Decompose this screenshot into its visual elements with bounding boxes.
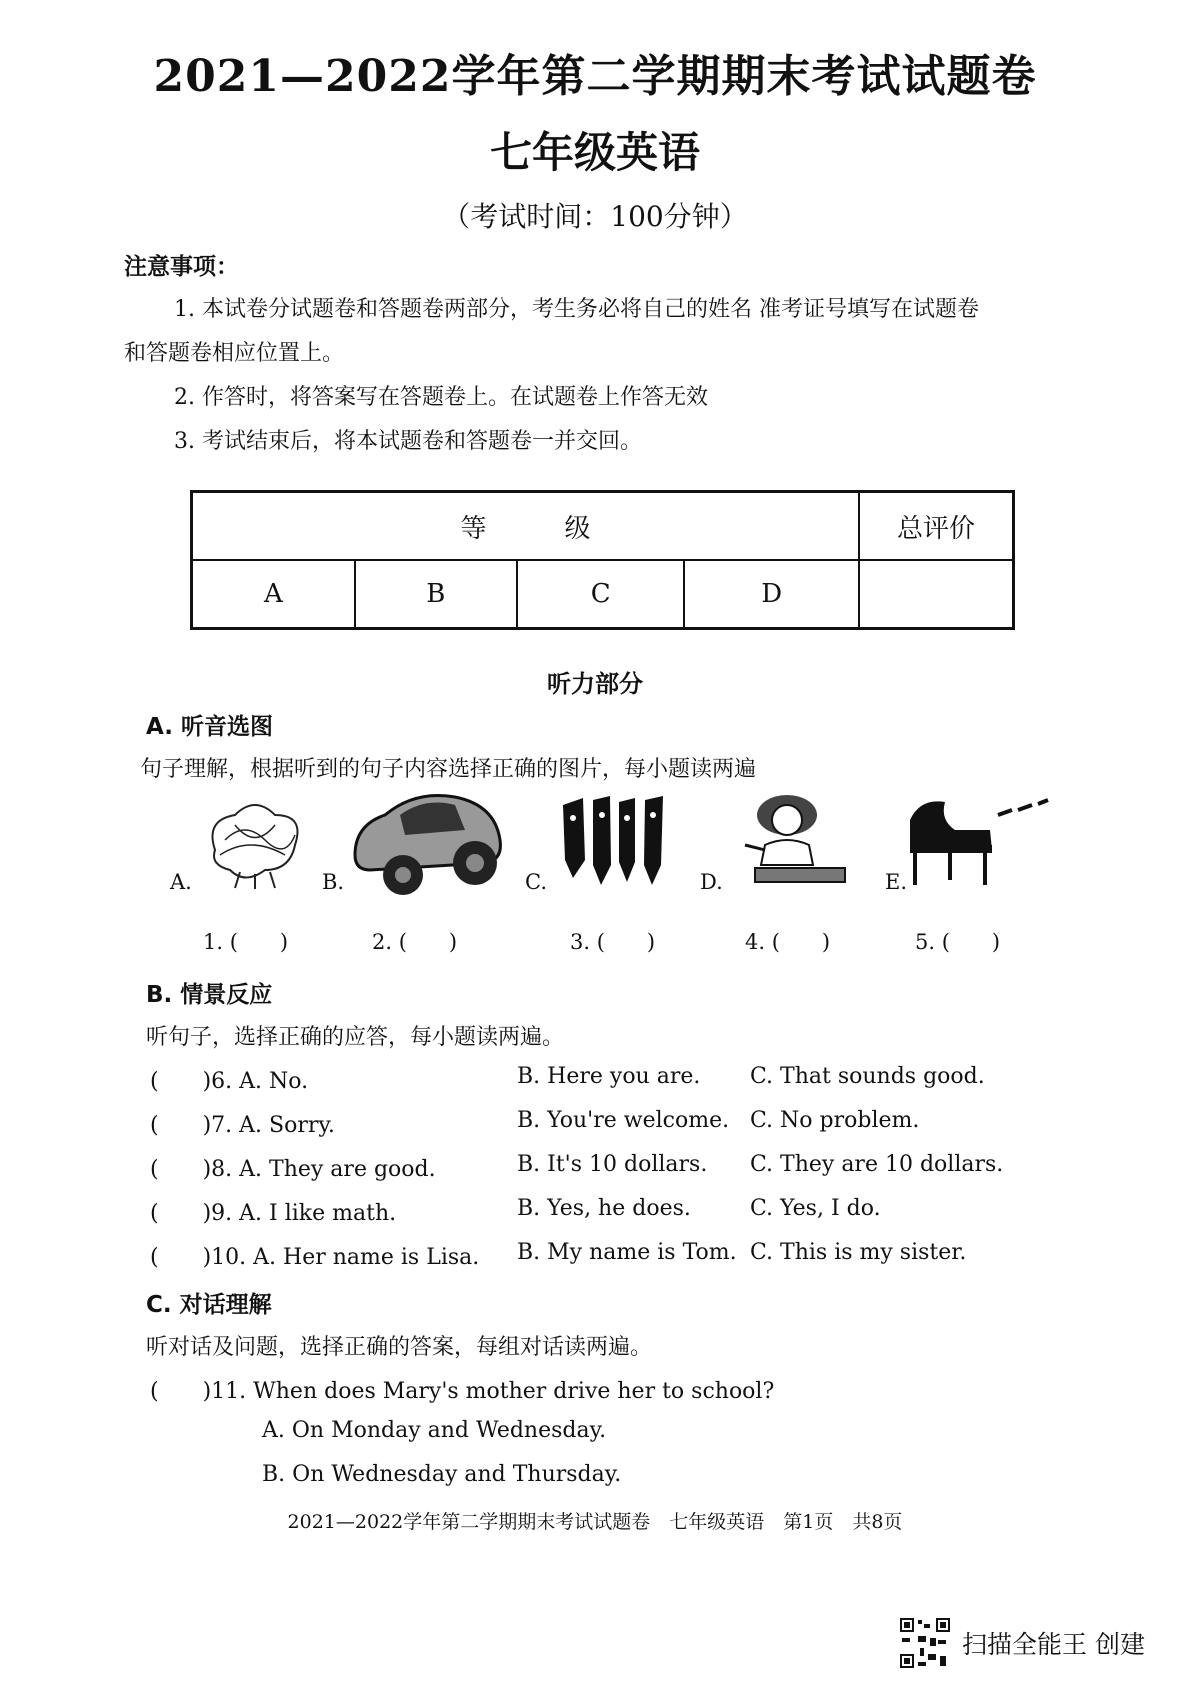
picture-label-b: B. bbox=[322, 870, 345, 894]
question-6-option-c: C. That sounds good. bbox=[750, 1064, 985, 1089]
crayons-picture bbox=[555, 790, 685, 890]
question-7-option-b: B. You're welcome. bbox=[517, 1108, 730, 1133]
question-6-option-b: B. Here you are. bbox=[517, 1064, 701, 1089]
question-7-option-c: C. No problem. bbox=[750, 1108, 920, 1133]
question-10-option-b: B. My name is Tom. bbox=[517, 1240, 737, 1265]
piano-picture bbox=[900, 790, 1050, 890]
question-11: ( )11. When does Mary's mother drive her to school? bbox=[150, 1379, 775, 1404]
question-8-option-a: ( )8. A. They are good. bbox=[150, 1157, 436, 1182]
page-title: 2021—2022学年第二学期期末考试试题卷 bbox=[153, 51, 1037, 102]
question-9-option-c: C. Yes, I do. bbox=[750, 1196, 881, 1221]
exam-duration: （考试时间：100分钟） bbox=[442, 200, 748, 233]
grade-level-d: D bbox=[684, 560, 859, 629]
note-item-3: 3. 考试结束后，将本试题卷和答题卷一并交回。 bbox=[174, 429, 642, 454]
listening-title: 听力部分 bbox=[547, 670, 643, 698]
note-item-2: 2. 作答时，将答案写在答题卷上。在试题卷上作答无效 bbox=[174, 385, 708, 410]
section-c-heading: C. 对话理解 bbox=[146, 1292, 272, 1318]
scanner-badge bbox=[898, 1616, 1145, 1670]
question-9-option-a: ( )9. A. I like math. bbox=[150, 1201, 397, 1226]
page-footer: 2021—2022学年第二学期期末考试试题卷 七年级英语 第1页 共8页 bbox=[287, 1511, 903, 1533]
question-9-option-b: B. Yes, he does. bbox=[517, 1196, 691, 1221]
picture-label-e: E. bbox=[885, 870, 908, 894]
grade-level-a: A bbox=[192, 560, 355, 629]
question-6-option-a: ( )6. A. No. bbox=[150, 1069, 309, 1094]
section-a-instruction: 句子理解，根据听到的句子内容选择正确的图片，每小题读两遍 bbox=[140, 757, 757, 782]
question-8-option-b: B. It's 10 dollars. bbox=[517, 1152, 708, 1177]
subject-title: 七年级英语 bbox=[489, 128, 700, 177]
notes-heading: 注意事项： bbox=[124, 254, 239, 280]
grade-level-b: B bbox=[355, 560, 517, 629]
question-8-option-c: C. They are 10 dollars. bbox=[750, 1152, 1004, 1177]
answer-blank-1[interactable]: 1. ( ) bbox=[203, 930, 289, 954]
note-item-1-line-1: 1. 本试卷分试题卷和答题卷两部分，考生务必将自己的姓名 准考证号填写在试题卷 bbox=[174, 297, 979, 322]
answer-blank-3[interactable]: 3. ( ) bbox=[570, 930, 656, 954]
picture-label-d: D. bbox=[700, 870, 723, 894]
grade-header: 等 级 bbox=[192, 492, 860, 561]
note-item-1-line-2: 和答题卷相应位置上。 bbox=[124, 341, 345, 366]
total-evaluation-cell bbox=[859, 560, 1014, 629]
answer-blank-5[interactable]: 5. ( ) bbox=[915, 930, 1001, 954]
car-picture bbox=[345, 785, 510, 895]
picture-label-c: C. bbox=[525, 870, 547, 894]
answer-blank-4[interactable]: 4. ( ) bbox=[745, 930, 831, 954]
section-c-instruction: 听对话及问题，选择正确的答案，每组对话读两遍。 bbox=[146, 1335, 653, 1360]
section-a-heading: A. 听音选图 bbox=[146, 714, 273, 740]
cooking-girl-picture bbox=[725, 790, 850, 890]
section-b-instruction: 听句子，选择正确的应答，每小题读两遍。 bbox=[146, 1025, 565, 1050]
question-10-option-a: ( )10. A. Her name is Lisa. bbox=[150, 1245, 480, 1270]
total-evaluation-header: 总评价 bbox=[859, 492, 1014, 561]
qr-code-icon bbox=[898, 1616, 952, 1670]
grade-table bbox=[190, 490, 1015, 630]
section-b-heading: B. 情景反应 bbox=[146, 982, 273, 1008]
question-11-option-a: A. On Monday and Wednesday. bbox=[262, 1418, 607, 1443]
answer-blank-2[interactable]: 2. ( ) bbox=[372, 930, 458, 954]
question-11-option-b: B. On Wednesday and Thursday. bbox=[262, 1462, 622, 1487]
noodles-picture bbox=[195, 790, 315, 890]
grade-level-c: C bbox=[517, 560, 685, 629]
picture-label-a: A. bbox=[170, 870, 192, 894]
scanner-badge-text: 扫描全能王 创建 bbox=[962, 1630, 1145, 1659]
question-7-option-a: ( )7. A. Sorry. bbox=[150, 1113, 335, 1138]
question-10-option-c: C. This is my sister. bbox=[750, 1240, 967, 1265]
